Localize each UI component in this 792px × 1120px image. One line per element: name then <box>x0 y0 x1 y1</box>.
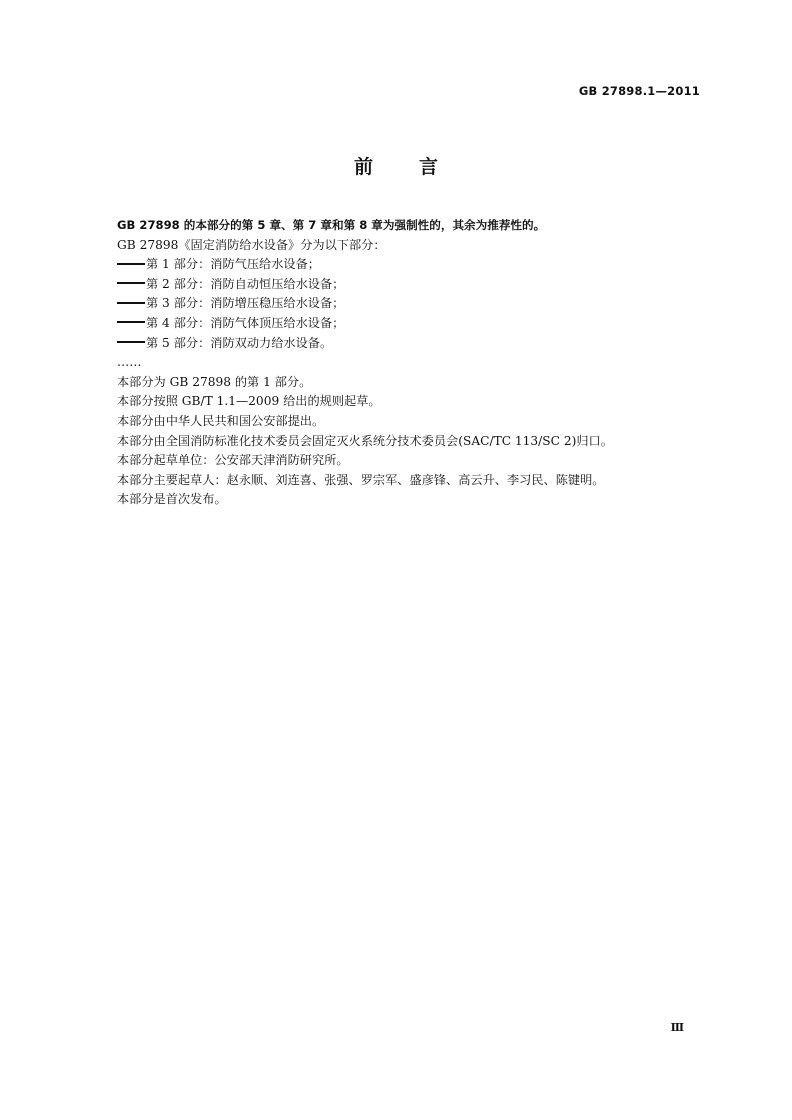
title-char-1: 前 <box>353 156 373 178</box>
mandatory-note: GB 27898 的本部分的第 5 章、第 7 章和第 8 章为强制性的，其余为推荐性的。 <box>117 218 546 232</box>
standard-code: GB 27898.1—2011 <box>578 84 700 98</box>
paragraph: 本部分为 GB 27898 的第 1 部分。 <box>117 374 312 389</box>
parts-intro: GB 27898《固定消防给水设备》分为以下部分： <box>117 237 386 252</box>
em-dash-mark <box>117 282 145 284</box>
paragraph: 本部分是首次发布。 <box>117 492 227 507</box>
page-title <box>0 152 792 179</box>
paragraph: 本部分按照 GB/T 1.1—2009 给出的规则起草。 <box>117 394 381 409</box>
foreword-body <box>117 216 697 510</box>
em-dash-mark <box>117 302 145 304</box>
title-char-2: 言 <box>419 156 439 178</box>
ellipsis: …… <box>117 355 142 370</box>
paragraph: 本部分主要起草人：赵永顺、刘连喜、张强、罗宗军、盛彦锋、高云升、李习民、陈键明。 <box>117 472 605 487</box>
part-label: 第 3 部分：消防增压稳压给水设备； <box>146 296 345 311</box>
part-list-item <box>117 275 697 295</box>
part-list-item <box>117 294 697 314</box>
paragraph: 本部分由全国消防标准化技术委员会固定灭火系统分技术委员会(SAC/TC 113/SC 2)归口。 <box>117 433 613 448</box>
em-dash-mark <box>117 263 145 265</box>
page-number: Ⅲ <box>670 1021 684 1034</box>
part-label: 第 2 部分：消防自动恒压给水设备； <box>146 276 345 291</box>
part-label: 第 5 部分：消防双动力给水设备。 <box>146 335 333 350</box>
part-list-item <box>117 334 697 354</box>
part-list-item <box>117 255 697 275</box>
em-dash-mark <box>117 341 145 343</box>
part-label: 第 1 部分：消防气压给水设备； <box>146 257 320 272</box>
paragraph: 本部分由中华人民共和国公安部提出。 <box>117 413 325 428</box>
part-label: 第 4 部分：消防气体顶压给水设备； <box>146 315 345 330</box>
em-dash-mark <box>117 321 145 323</box>
paragraph: 本部分起草单位：公安部天津消防研究所。 <box>117 453 349 468</box>
part-list-item <box>117 314 697 334</box>
